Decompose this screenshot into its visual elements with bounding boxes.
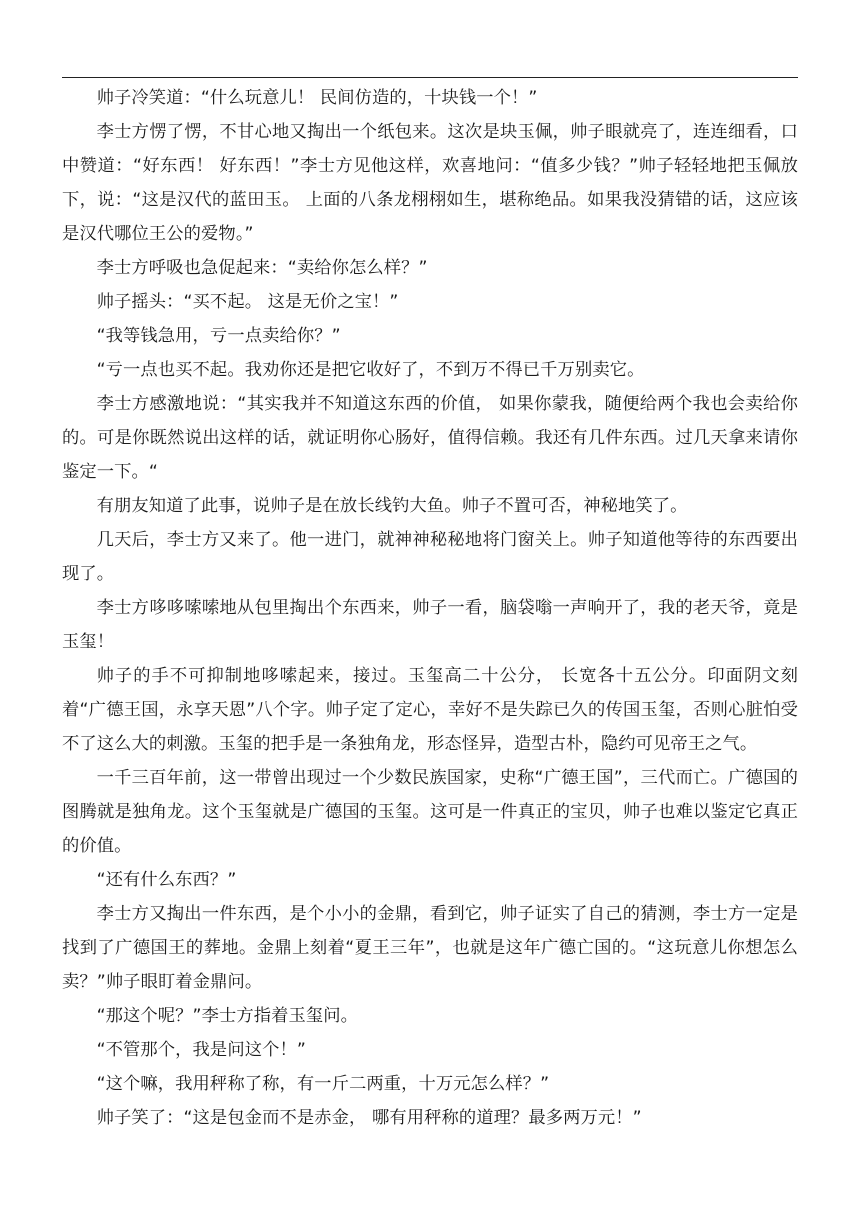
story-body <box>62 81 798 1135</box>
paragraph: “我等钱急用，亏一点卖给你？” <box>96 326 341 346</box>
paragraph: “这个嘛，我用秤称了称，有一斤二两重，十万元怎么样？” <box>96 1074 550 1094</box>
paragraph: “还有什么东西？” <box>96 870 237 890</box>
paragraph: “亏一点也买不起。我劝你还是把它收好了，不到万不得已千万别卖它。 <box>96 360 645 380</box>
paragraph: 一千三百年前，这一带曾出现过一个少数民族国家，史称“广德王国”，三代而亡。广德国的图腾就是独角龙。这个玉玺就是广德国的玉玺。这可是一件真正的宝贝，帅子也难以鉴定它真正的价值。 <box>62 768 798 856</box>
paragraph: 李士方感激地说：“其实我并不知道这东西的价值， 如果你蒙我，随便给两个我也会卖给你的。可是你既然说出这样的话，就证明你心肠好，值得信赖。我还有几件东西。过几天拿来请你鉴定一下。“ <box>62 394 798 482</box>
paragraph: 李士方愣了愣，不甘心地又掏出一个纸包来。这次是块玉佩，帅子眼就亮了，连连细看，口中赞道：“好东西！ 好东西！”李士方见他这样，欢喜地问：“值多少钱？”帅子轻轻地把玉佩放下，说：“这是汉代的蓝田玉。 上面的八条龙栩栩如生，堪称绝品。如果我没猜错的话，这应该是汉代哪位王公的爱物。” <box>62 122 798 244</box>
paragraph: 李士方哆哆嗦嗦地从包里掏出个东西来，帅子一看，脑袋嗡一声响开了，我的老天爷，竟是玉玺！ <box>62 598 798 652</box>
paragraph: 李士方又掏出一件东西，是个小小的金鼎，看到它，帅子证实了自己的猜测，李士方一定是找到了广德国王的葬地。金鼎上刻着“夏王三年”，也就是这年广德亡国的。“这玩意儿你想怎么卖？”帅子眼盯着金鼎问。 <box>62 904 798 992</box>
paragraph: 帅子的手不可抑制地哆嗦起来，接过。玉玺高二十公分， 长宽各十五公分。印面阴文刻着“广德王国，永享天恩”八个字。帅子定了定心，幸好不是失踪已久的传国玉玺，否则心脏怕受不了这么大的刺激。玉玺的把手是一条独角龙，形态怪异，造型古朴，隐约可见帝王之气。 <box>62 666 798 754</box>
paragraph: 几天后，李士方又来了。他一进门，就神神秘秘地将门窗关上。帅子知道他等待的东西要出现了。 <box>62 530 798 584</box>
paragraph: 帅子笑了：“这是包金而不是赤金， 哪有用秤称的道理？最多两万元！” <box>96 1108 642 1128</box>
header-rule <box>62 77 798 78</box>
paragraph: 帅子摇头：“买不起。 这是无价之宝！” <box>96 292 399 312</box>
paragraph: “不管那个，我是问这个！” <box>96 1040 306 1060</box>
paragraph: 李士方呼吸也急促起来：“卖给你怎么样？” <box>96 258 428 278</box>
paragraph: 有朋友知道了此事，说帅子是在放长线钓大鱼。帅子不置可否，神秘地笑了。 <box>96 496 688 516</box>
paragraph: 帅子冷笑道：“什么玩意儿！ 民间仿造的，十块钱一个！” <box>96 88 538 108</box>
paragraph: “那这个呢？”李士方指着玉玺问。 <box>96 1006 359 1026</box>
